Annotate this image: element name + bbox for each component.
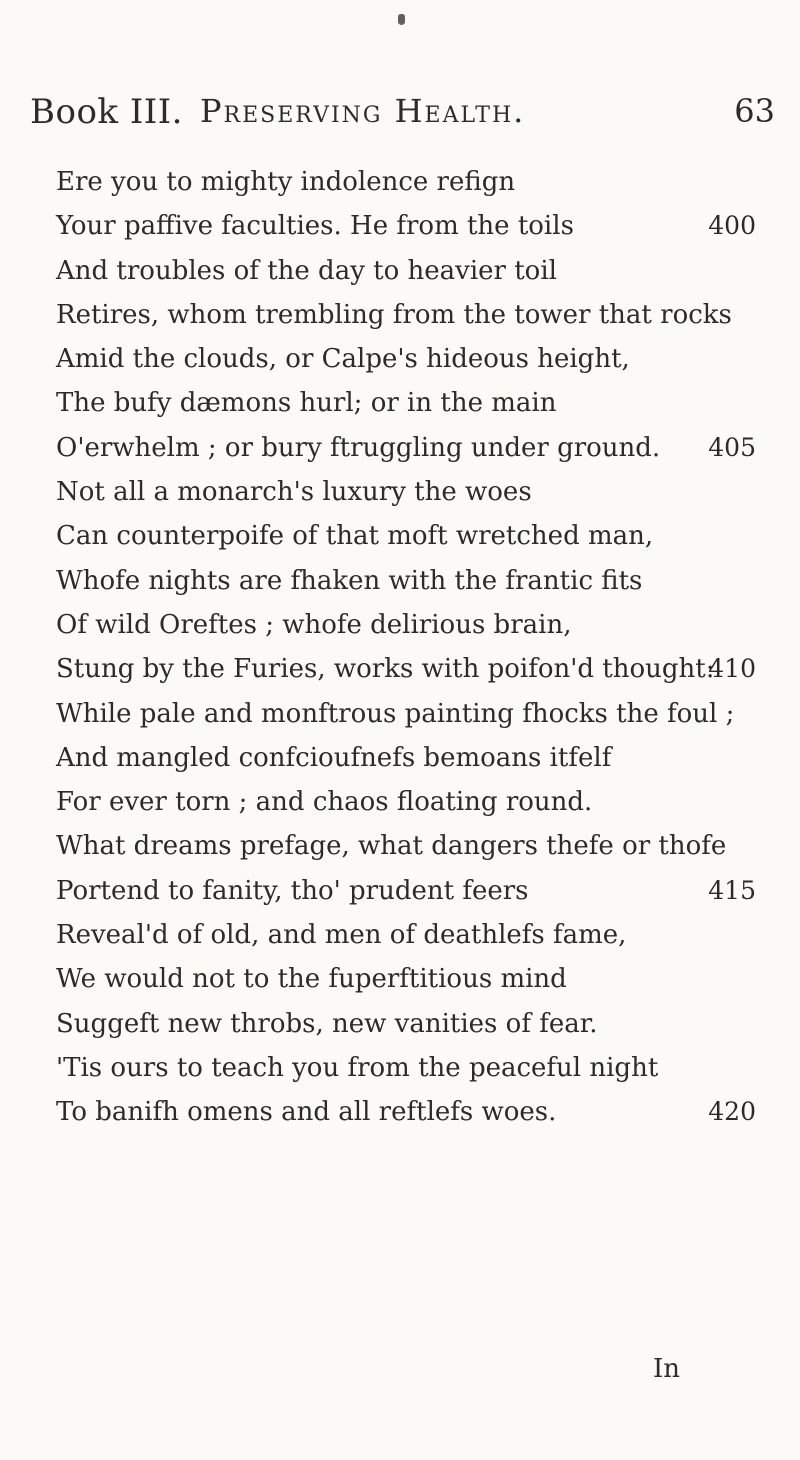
line-number: 400 [708,211,756,241]
poem-line [56,249,756,293]
poem-line-text: Reveal'd of old, and men of deathlefs fame, [56,920,627,951]
running-header [30,92,775,138]
poem-line-text: Ere you to mighty indolence refign [56,167,516,197]
poem-text [56,160,756,1135]
poem-line-text: While pale and monftrous painting fhocks the foul ; [56,698,735,729]
catchword: In [653,1354,681,1384]
poem-line-text: The bufy dæmons hurl; or in the main [56,388,557,419]
poem-line [56,957,756,1001]
poem-line [56,913,756,957]
poem-line-text: What dreams prefage, what dangers thefe or thofe [56,831,727,862]
poem-line [56,824,756,868]
poem-line-text: Your paffive faculties. He from the toils [56,211,574,242]
poem-line-text: Stung by the Furies, works with poifon'd thought: [56,654,715,685]
poem-line [56,470,756,514]
poem-line [56,426,756,470]
book-label: Book III. [30,92,183,132]
poem-line [56,1090,756,1134]
poem-line [56,1002,756,1046]
poem-line-text: And troubles of the day to heavier toil [56,255,557,286]
poem-line [56,160,756,204]
poem-line-text: And mangled confcioufnefs bemoans itfelf [56,742,612,773]
poem-line [56,1046,756,1090]
poem-line-text: Suggeft new throbs, new vanities of fear. [56,1008,598,1039]
poem-line-text: O'erwhelm ; or bury ftruggling under ground. [56,432,661,463]
poem-line [56,559,756,603]
poem-line [56,204,756,248]
line-number: 405 [708,432,756,462]
line-number: 410 [708,654,756,684]
poem-line [56,337,756,381]
poem-line-text: Amid the clouds, or Calpe's hideous height, [56,344,630,375]
poem-line [56,647,756,691]
poem-line-text: Can counterpoife of that moft wretched man, [56,521,654,552]
poem-line-text: Retires, whom trembling from the tower that rocks [56,299,732,330]
poem-line [56,603,756,647]
poem-line-text: Whofe nights are fhaken with the frantic fits [56,565,643,596]
page-number: 63 [734,92,775,130]
poem-line [56,381,756,425]
poem-line [56,514,756,558]
poem-line-text: To banifh omens and all reftlefs woes. [56,1097,557,1128]
line-number: 415 [708,875,756,905]
poem-line [56,293,756,337]
poem-line-text: 'Tis ours to teach you from the peaceful night [56,1052,659,1083]
poem-line [56,736,756,780]
poem-line [56,869,756,913]
poem-line-text: Portend to fanity, tho' prudent feers [56,875,529,906]
poem-line-text: Of wild Oreftes ; whofe delirious brain, [56,609,572,640]
poem-line [56,692,756,736]
poem-line-text: We would not to the fuperftitious mind [56,964,567,995]
poem-line [56,780,756,824]
page-title: Preserving Health. [200,92,526,130]
poem-line-text: For ever torn ; and chaos floating round. [56,787,593,818]
line-number: 420 [708,1097,756,1127]
ink-mark [398,14,405,25]
poem-line-text: Not all a monarch's luxury the woes [56,477,532,508]
